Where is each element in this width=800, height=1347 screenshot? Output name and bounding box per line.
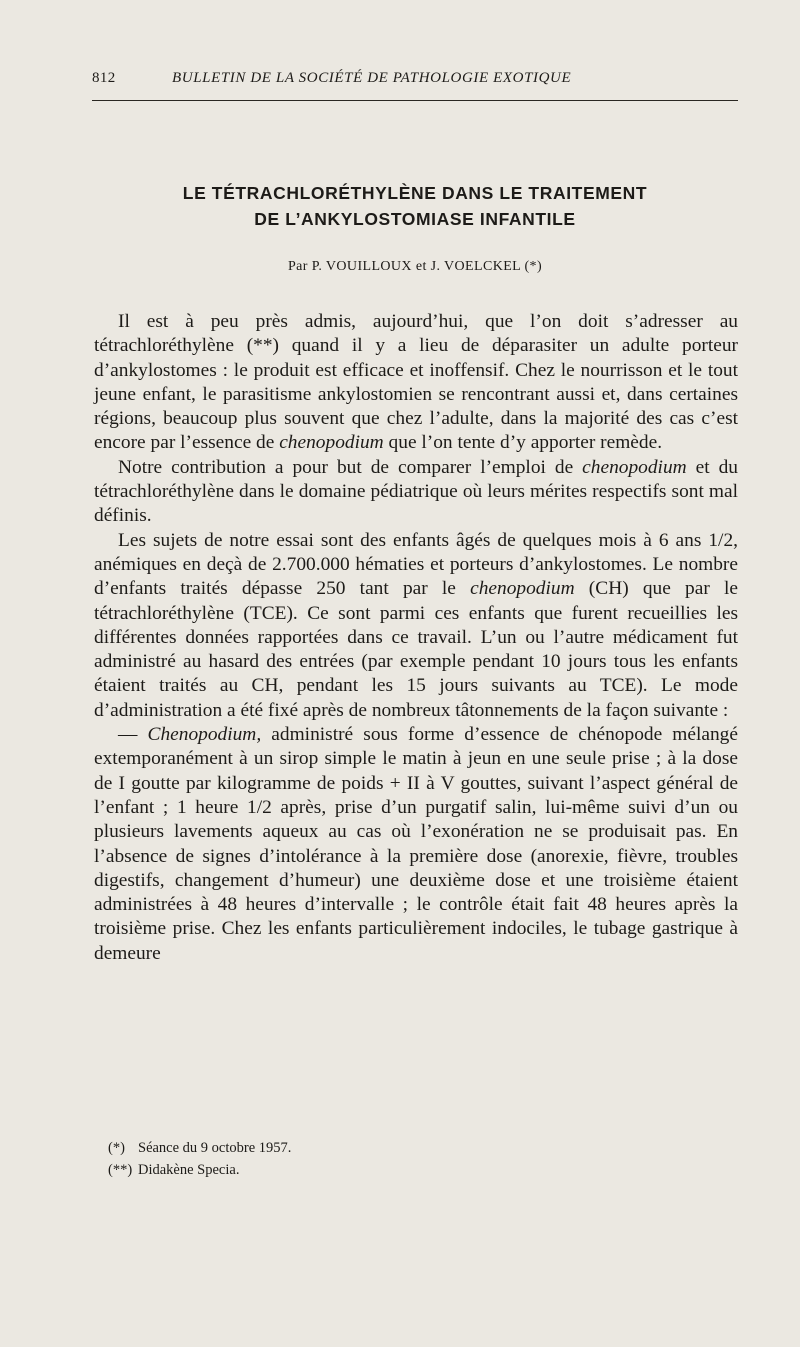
paragraph-4-italic: Chenopodium, (147, 724, 262, 746)
paragraph-3-text: Les sujets de notre essai sont des enfants âgés de quelques mois à 6 ans 1/2, anémiques en deçà de 2.700.000 hématies et porteurs d’ankylostomes. Le nombre d’enfants traités dépasse 250 tant par le (94, 529, 738, 600)
paragraph-2-text: Notre contribution a pour but de comparer l’emploi de (118, 456, 574, 478)
footnotes (108, 1137, 608, 1181)
header-rule (92, 100, 738, 101)
article-body (94, 310, 738, 966)
article-title-line-1: LE TÉTRACHLORÉTHYLÈNE DANS LE TRAITEMENT (182, 183, 648, 203)
paragraph-3-end: (CH) que par le tétrachloréthylène (TCE). Ce sont parmi ces enfants que furent recueillies les différentes données rapportées dans ce travail. L’un ou l’autre médicament fut administré au hasard des entrées (par exemple pendant 10 jours tous les enfants étaient traités au CH, pendant les 15 jours suivants au TCE). Le mode d’administration a été fixé après de nombreux tâtonnements de la façon suivante : (94, 578, 738, 721)
footnote-1-mark: (*) (108, 1140, 125, 1156)
paragraph-1-text: Il est à peu près admis, aujourd’hui, que l’on doit s’adresser au tétrachloréthylène (**) quand il y a lieu de déparasiter un adulte porteur d’ankylostomes : le produit est efficace et inoffensif. Chez le nourrisson et le tout jeune enfant, le parasitisme ankylostomien se rencontrant aussi et, dans certaines régions, beaucoup plus souvent que chez l’adulte, dans la majorité des cas c’est encore par l’essence de (94, 311, 738, 454)
paragraph-2 (94, 456, 738, 529)
footnote-2-text: Didakène Specia. (138, 1162, 240, 1178)
paragraph-4-end: administré sous forme d’essence de chénopode mélangé extemporanément à un sirop simple le matin à jeun en une seule prise ; à la dose de I goutte par kilogramme de poids + II à V gouttes, suivant l’aspect général de l’enfant ; 1 heure 1/2 après, prise d’un purgatif salin, lui-même suivi d’un ou plusieurs lavements aqueux au cas où l’exonération ne se produisait pas. En l’absence de signes d’intolérance à la première dose (anorexie, fièvre, troubles digestifs, changement d’humeur) une deuxième dose et une troisième étaient administrées à 48 heures d’intervalle ; le contrôle était fait 48 heures après la troisième prise. Chez les enfants particulièrement indociles, le tubage gastrique à demeure (94, 724, 738, 964)
footnote-1 (108, 1137, 608, 1159)
paragraph-4 (94, 723, 738, 966)
journal-title: BULLETIN DE LA SOCIÉTÉ DE PATHOLOGIE EXOTIQUE (172, 70, 572, 86)
author-line: Par P. VOUILLOUX et J. VOELCKEL (*) (287, 259, 543, 274)
paragraph-2-end: et du tétrachloréthylène dans le domaine pédiatrique où leurs mérites respectifs sont mal définis. (94, 456, 739, 527)
paragraph-3-italic: chenopodium (470, 578, 575, 600)
footnote-2-mark: (**) (108, 1162, 133, 1178)
paragraph-1-italic: chenopodium (279, 432, 384, 454)
footnote-1-text: Séance du 9 octobre 1957. (138, 1140, 292, 1156)
paragraph-2-italic: chenopodium (582, 456, 687, 478)
paragraph-1 (94, 310, 738, 456)
paragraph-4-dash: — (118, 724, 148, 746)
paragraph-3 (94, 529, 738, 723)
paragraph-1-end: que l’on tente d’y apporter remède. (388, 432, 663, 454)
article-title-line-2: DE L’ANKYLOSTOMIASE INFANTILE (254, 209, 576, 229)
page-number: 812 (92, 70, 116, 86)
footnote-2 (108, 1159, 608, 1181)
